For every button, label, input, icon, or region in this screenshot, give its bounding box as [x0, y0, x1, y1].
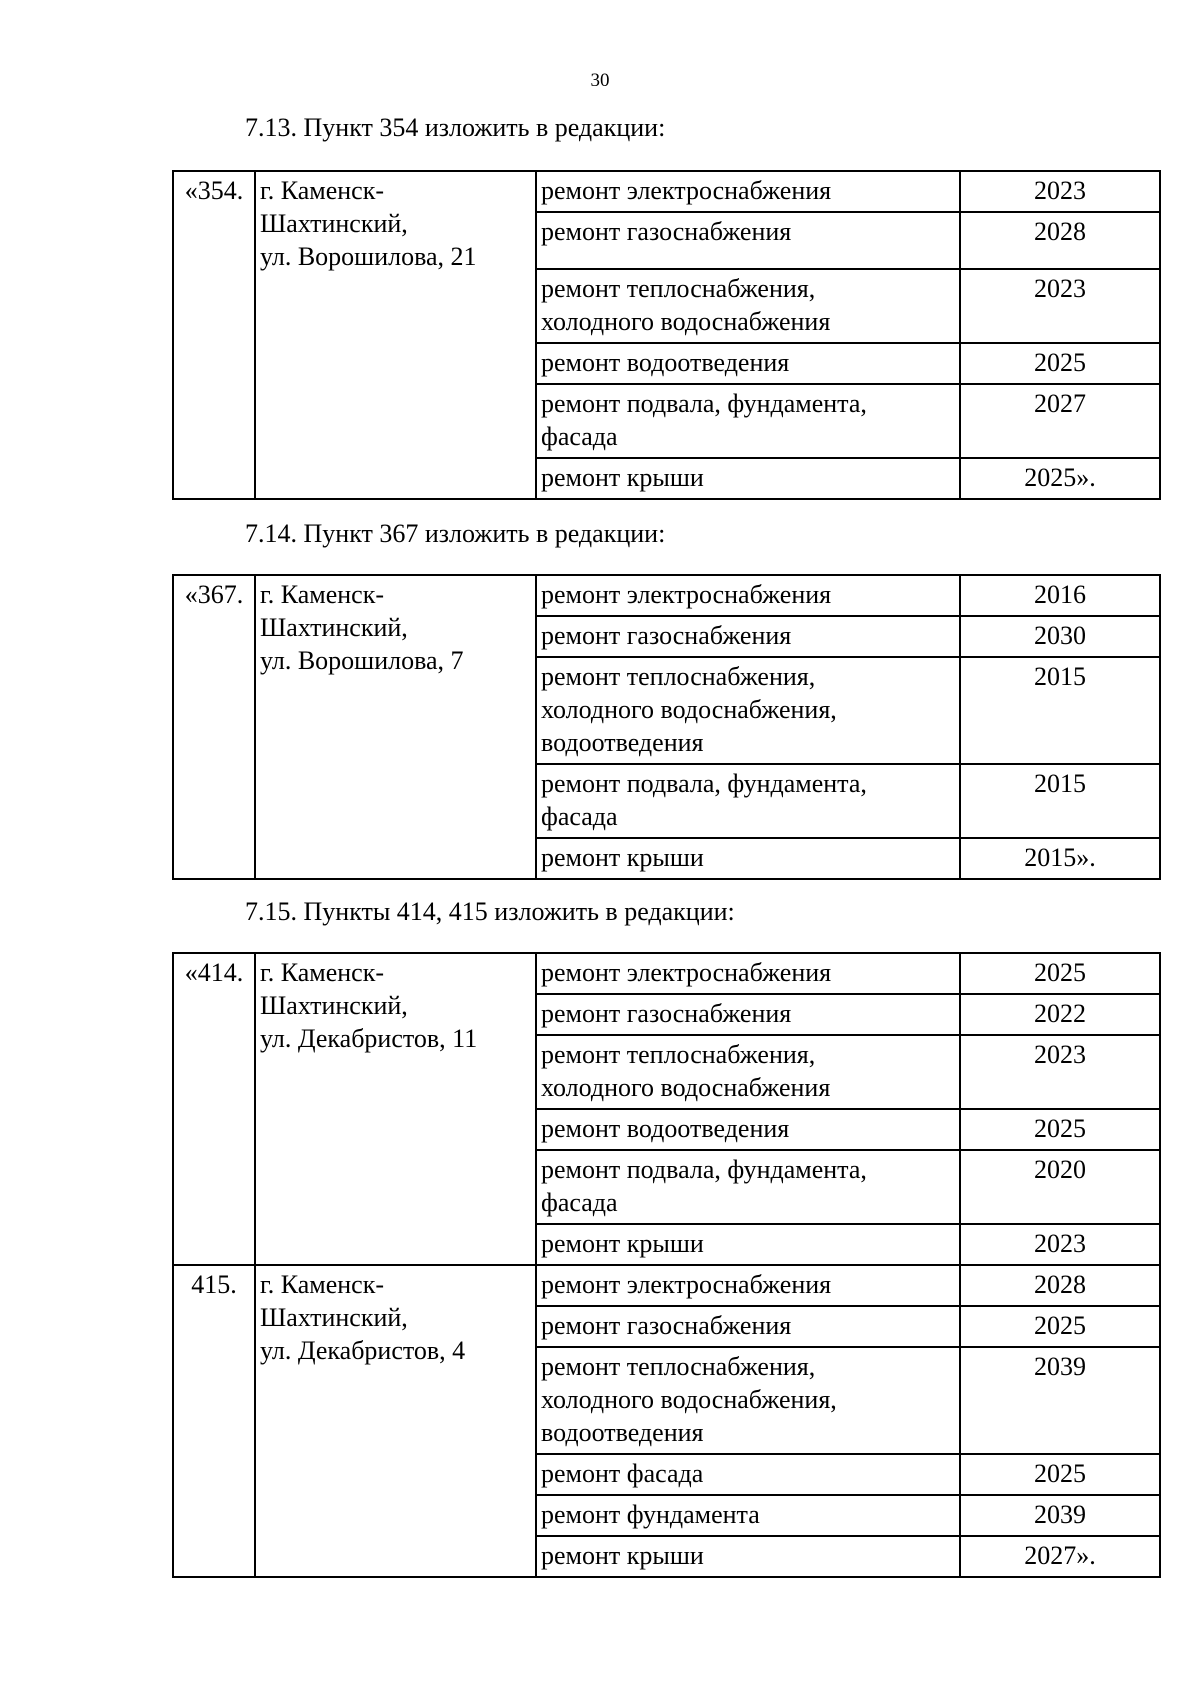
- year-cell: 2028: [960, 1265, 1160, 1306]
- work-line: ремонт газоснабжения: [541, 621, 792, 650]
- work-line: ремонт крыши: [541, 463, 704, 492]
- address-cell: [255, 953, 536, 1265]
- work-line: ремонт водоотведения: [541, 348, 790, 377]
- work-cell: [536, 994, 960, 1035]
- work-cell: [536, 1495, 960, 1536]
- work-line: ремонт теплоснабжения,: [541, 274, 816, 303]
- address-cell: [255, 1265, 536, 1577]
- year-cell: 2025».: [960, 458, 1160, 499]
- year-cell: 2027».: [960, 1536, 1160, 1577]
- year-cell: 2015».: [960, 838, 1160, 879]
- year-cell: 2025: [960, 1109, 1160, 1150]
- work-line: фасада: [541, 1188, 618, 1217]
- address-cell: [255, 171, 536, 499]
- section-heading-7-13: 7.13. Пункт 354 изложить в редакции:: [245, 113, 666, 142]
- year-cell: 2028: [960, 212, 1160, 269]
- year-cell: 2023: [960, 269, 1160, 343]
- work-cell: [536, 269, 960, 343]
- address-line: Шахтинский,: [260, 991, 408, 1020]
- work-line: ремонт подвала, фундамента,: [541, 389, 867, 418]
- item-number-cell: «414.: [173, 953, 255, 1265]
- year-cell: 2022: [960, 994, 1160, 1035]
- work-cell: [536, 212, 960, 269]
- year-cell: 2023: [960, 1224, 1160, 1265]
- table-row: [173, 575, 1160, 616]
- year-cell: 2025: [960, 1306, 1160, 1347]
- address-line: г. Каменск-: [260, 176, 385, 205]
- year-cell: 2025: [960, 1454, 1160, 1495]
- work-line: водоотведения: [541, 1418, 704, 1447]
- work-line: фасада: [541, 422, 618, 451]
- work-line: холодного водоснабжения: [541, 1073, 831, 1102]
- work-line: ремонт теплоснабжения,: [541, 1352, 816, 1381]
- year-cell: 2025: [960, 953, 1160, 994]
- work-cell: [536, 1347, 960, 1454]
- work-line: ремонт фасада: [541, 1459, 704, 1488]
- work-cell: [536, 171, 960, 212]
- work-line: ремонт крыши: [541, 1229, 704, 1258]
- work-cell: [536, 1536, 960, 1577]
- work-line: ремонт газоснабжения: [541, 1311, 792, 1340]
- work-line: ремонт теплоснабжения,: [541, 662, 816, 691]
- table-row: [173, 953, 1160, 994]
- work-line: водоотведения: [541, 728, 704, 757]
- work-line: ремонт водоотведения: [541, 1114, 790, 1143]
- item-number-cell: 415.: [173, 1265, 255, 1577]
- work-cell: [536, 1224, 960, 1265]
- year-cell: 2039: [960, 1347, 1160, 1454]
- section-heading-7-14: 7.14. Пункт 367 изложить в редакции:: [245, 519, 666, 548]
- address-line: ул. Ворошилова, 7: [260, 646, 464, 675]
- work-line: холодного водоснабжения,: [541, 1385, 837, 1414]
- work-line: холодного водоснабжения: [541, 307, 831, 336]
- work-cell: [536, 575, 960, 616]
- work-cell: [536, 343, 960, 384]
- work-cell: [536, 764, 960, 838]
- work-line: ремонт электроснабжения: [541, 580, 832, 609]
- work-cell: [536, 1150, 960, 1224]
- address-cell: [255, 575, 536, 879]
- work-line: ремонт подвала, фундамента,: [541, 769, 867, 798]
- work-cell: [536, 384, 960, 458]
- work-cell: [536, 1109, 960, 1150]
- section-heading-7-15: 7.15. Пункты 414, 415 изложить в редакции:: [245, 897, 735, 926]
- work-line: ремонт газоснабжения: [541, 217, 792, 246]
- table-section-7-14: [172, 574, 1161, 880]
- year-cell: 2015: [960, 657, 1160, 764]
- work-line: ремонт фундамента: [541, 1500, 760, 1529]
- year-cell: 2016: [960, 575, 1160, 616]
- work-cell: [536, 458, 960, 499]
- address-line: ул. Декабристов, 4: [260, 1336, 466, 1365]
- work-line: ремонт электроснабжения: [541, 1270, 832, 1299]
- year-cell: 2030: [960, 616, 1160, 657]
- address-line: г. Каменск-: [260, 1270, 385, 1299]
- year-cell: 2039: [960, 1495, 1160, 1536]
- year-cell: 2023: [960, 1035, 1160, 1109]
- work-line: ремонт крыши: [541, 843, 704, 872]
- work-cell: [536, 838, 960, 879]
- work-line: ремонт подвала, фундамента,: [541, 1155, 867, 1184]
- table-section-7-15: [172, 952, 1161, 1578]
- year-cell: 2025: [960, 343, 1160, 384]
- address-line: Шахтинский,: [260, 209, 408, 238]
- work-line: холодного водоснабжения,: [541, 695, 837, 724]
- page-number: 30: [590, 70, 610, 91]
- work-line: ремонт электроснабжения: [541, 958, 832, 987]
- address-line: Шахтинский,: [260, 1303, 408, 1332]
- year-cell: 2020: [960, 1150, 1160, 1224]
- year-cell: 2023: [960, 171, 1160, 212]
- work-line: ремонт крыши: [541, 1541, 704, 1570]
- item-number-cell: «367.: [173, 575, 255, 879]
- work-line: фасада: [541, 802, 618, 831]
- address-line: г. Каменск-: [260, 580, 385, 609]
- item-number-cell: «354.: [173, 171, 255, 499]
- address-line: г. Каменск-: [260, 958, 385, 987]
- work-cell: [536, 616, 960, 657]
- work-cell: [536, 657, 960, 764]
- table-row: [173, 171, 1160, 212]
- year-cell: 2027: [960, 384, 1160, 458]
- table-section-7-13: [172, 170, 1161, 500]
- address-line: Шахтинский,: [260, 613, 408, 642]
- work-line: ремонт теплоснабжения,: [541, 1040, 816, 1069]
- work-cell: [536, 1035, 960, 1109]
- year-cell: 2015: [960, 764, 1160, 838]
- table-row: [173, 1265, 1160, 1306]
- work-cell: [536, 1306, 960, 1347]
- address-line: ул. Ворошилова, 21: [260, 242, 477, 271]
- work-line: ремонт газоснабжения: [541, 999, 792, 1028]
- address-line: ул. Декабристов, 11: [260, 1024, 478, 1053]
- work-cell: [536, 953, 960, 994]
- work-cell: [536, 1454, 960, 1495]
- work-line: ремонт электроснабжения: [541, 176, 832, 205]
- work-cell: [536, 1265, 960, 1306]
